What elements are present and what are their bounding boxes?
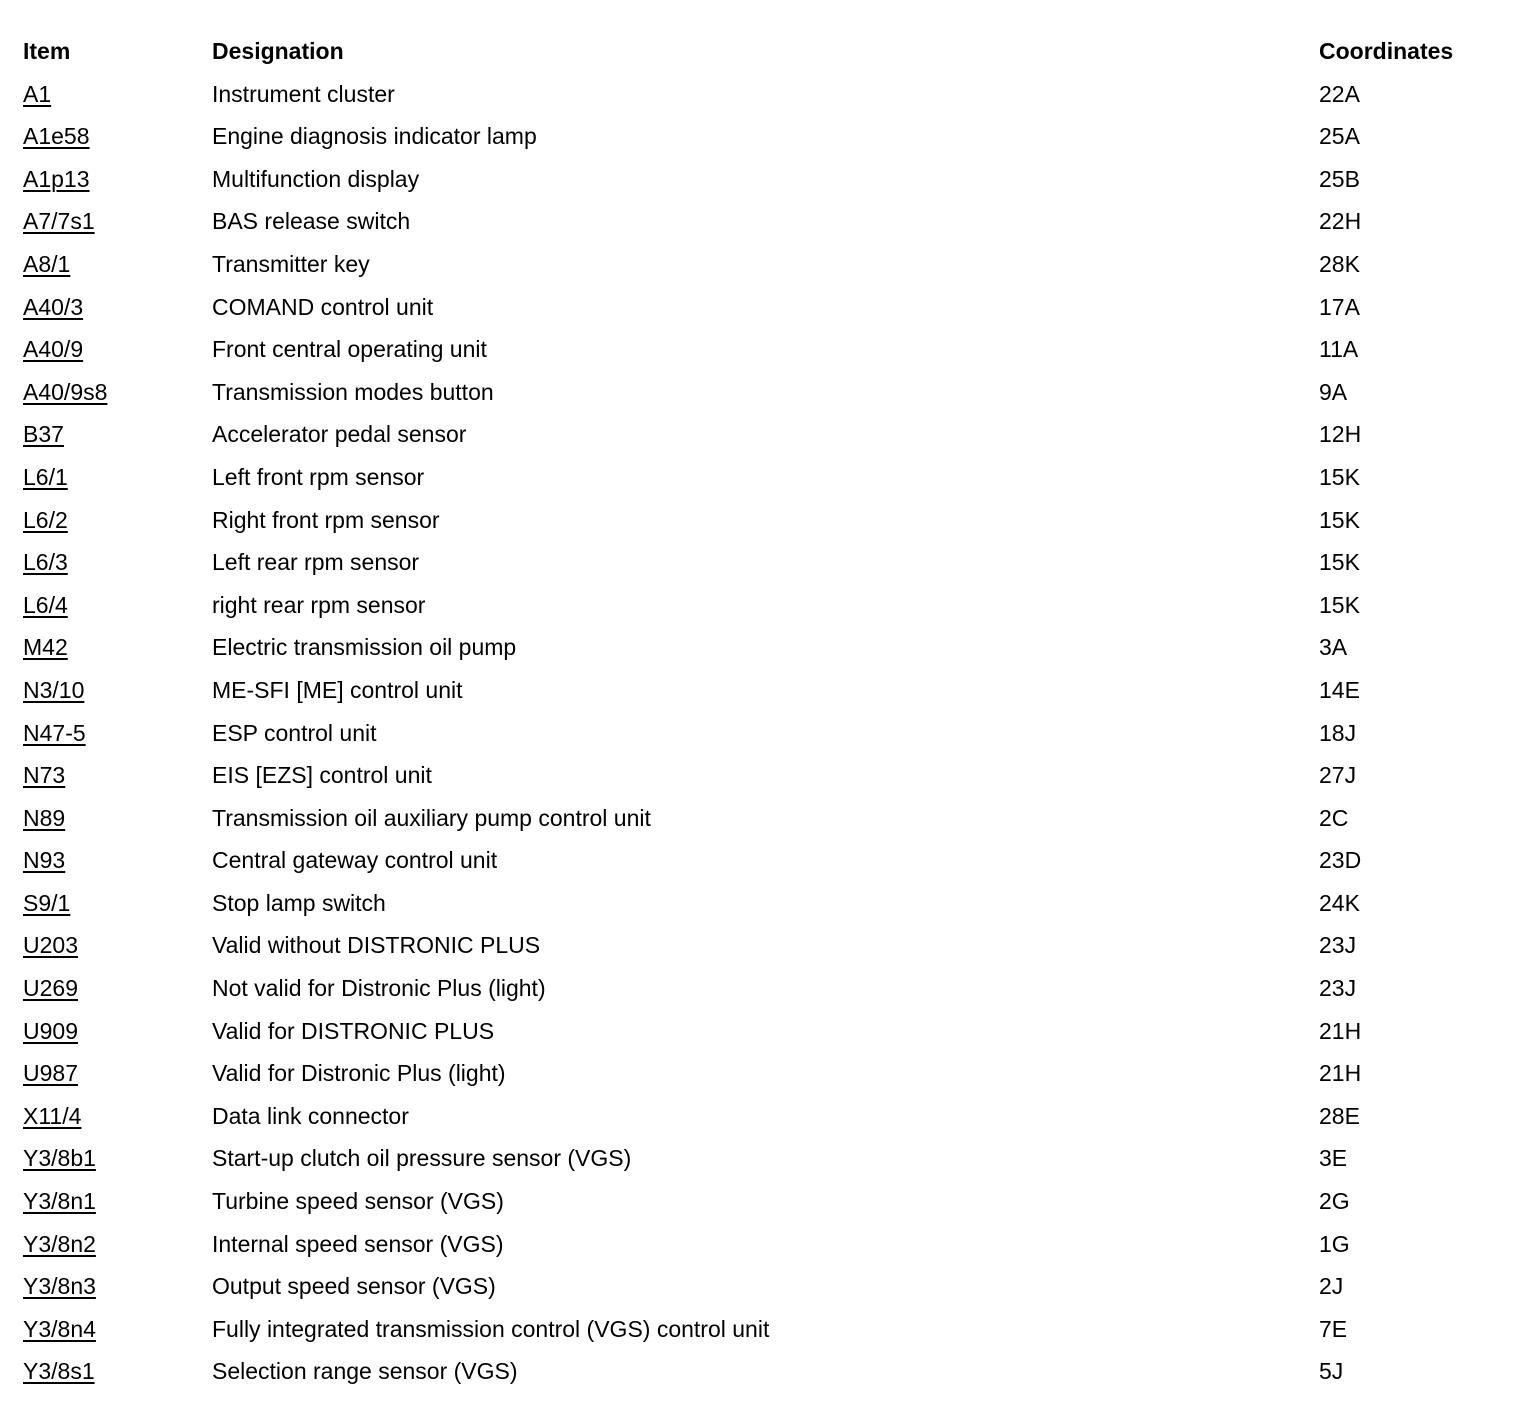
designation-cell: Left rear rpm sensor xyxy=(212,549,420,576)
table-row xyxy=(23,1223,1503,1266)
coordinates-cell: 2G xyxy=(1319,1188,1350,1215)
table-row xyxy=(23,158,1503,201)
coordinates-cell: 22A xyxy=(1319,80,1360,107)
designation-column-header: Designation xyxy=(212,38,344,64)
table-body xyxy=(23,73,1503,1393)
item-column-header: Item xyxy=(23,38,71,64)
item-link[interactable]: A1p13 xyxy=(23,165,90,192)
coordinates-cell: 15K xyxy=(1319,591,1360,618)
table-row xyxy=(23,1180,1503,1223)
table-row xyxy=(23,200,1503,243)
item-link[interactable]: U987 xyxy=(23,1060,78,1087)
designation-cell: COMAND control unit xyxy=(212,293,434,320)
coordinates-column-header: Coordinates xyxy=(1319,38,1454,64)
coordinates-cell: 12H xyxy=(1319,421,1362,448)
designation-cell: Internal speed sensor (VGS) xyxy=(212,1230,504,1257)
item-link[interactable]: N47-5 xyxy=(23,719,86,746)
coordinates-cell: 15K xyxy=(1319,549,1360,576)
table-row xyxy=(23,626,1503,669)
coordinates-cell: 5J xyxy=(1319,1358,1344,1385)
table-row xyxy=(23,669,1503,712)
item-link[interactable]: L6/4 xyxy=(23,591,68,618)
item-link[interactable]: N89 xyxy=(23,804,66,831)
item-link[interactable]: U203 xyxy=(23,932,78,959)
table-row xyxy=(23,839,1503,882)
item-link[interactable]: M42 xyxy=(23,634,68,661)
table-row xyxy=(23,1095,1503,1138)
designation-cell: Valid without DISTRONIC PLUS xyxy=(212,932,541,959)
item-link[interactable]: A40/3 xyxy=(23,293,84,320)
designation-cell: BAS release switch xyxy=(212,208,411,235)
coordinates-cell: 14E xyxy=(1319,676,1360,703)
coordinates-cell: 21H xyxy=(1319,1017,1362,1044)
table-row xyxy=(23,541,1503,584)
coordinates-cell: 28E xyxy=(1319,1102,1360,1129)
coordinates-cell: 21H xyxy=(1319,1060,1362,1087)
designation-cell: Fully integrated transmission control (VGS) control unit xyxy=(212,1315,770,1342)
item-link[interactable]: A40/9s8 xyxy=(23,378,108,405)
item-link[interactable]: B37 xyxy=(23,421,64,448)
coordinates-cell: 11A xyxy=(1319,336,1359,363)
designation-cell: Central gateway control unit xyxy=(212,847,498,874)
table-row xyxy=(23,115,1503,158)
item-link[interactable]: Y3/8n3 xyxy=(23,1273,96,1300)
coordinates-cell: 2C xyxy=(1319,804,1349,831)
item-link[interactable]: N3/10 xyxy=(23,676,85,703)
item-link[interactable]: S9/1 xyxy=(23,889,71,916)
designation-cell: Valid for DISTRONIC PLUS xyxy=(212,1017,495,1044)
table-row xyxy=(23,882,1503,925)
coordinates-cell: 23D xyxy=(1319,847,1362,874)
designation-cell: Valid for Distronic Plus (light) xyxy=(212,1060,506,1087)
coordinates-cell: 27J xyxy=(1319,762,1357,789)
designation-cell: Electric transmission oil pump xyxy=(212,634,517,661)
designation-cell: Front central operating unit xyxy=(212,336,487,363)
designation-cell: ESP control unit xyxy=(212,719,377,746)
table-row xyxy=(23,371,1503,414)
designation-cell: EIS [EZS] control unit xyxy=(212,762,432,789)
designation-cell: Not valid for Distronic Plus (light) xyxy=(212,975,546,1002)
item-link[interactable]: N73 xyxy=(23,762,66,789)
item-link[interactable]: L6/2 xyxy=(23,506,68,533)
designation-cell: Output speed sensor (VGS) xyxy=(212,1273,496,1300)
item-link[interactable]: N93 xyxy=(23,847,66,874)
coordinates-cell: 17A xyxy=(1319,293,1360,320)
table-row xyxy=(23,1137,1503,1180)
designation-cell: Stop lamp switch xyxy=(212,889,386,916)
designation-cell: Right front rpm sensor xyxy=(212,506,440,533)
table-row xyxy=(23,712,1503,755)
designation-cell: Start-up clutch oil pressure sensor (VGS) xyxy=(212,1145,632,1172)
component-legend-table xyxy=(23,30,1503,1393)
coordinates-cell: 25A xyxy=(1319,123,1360,150)
coordinates-cell: 7E xyxy=(1319,1315,1348,1342)
coordinates-cell: 3A xyxy=(1319,634,1348,661)
item-link[interactable]: Y3/8n1 xyxy=(23,1188,96,1215)
item-link[interactable]: U269 xyxy=(23,975,78,1002)
table-row xyxy=(23,1052,1503,1095)
table-row xyxy=(23,1265,1503,1308)
coordinates-cell: 23J xyxy=(1319,932,1357,959)
item-link[interactable]: Y3/8s1 xyxy=(23,1358,95,1385)
coordinates-cell: 3E xyxy=(1319,1145,1348,1172)
table-header xyxy=(23,30,1503,73)
coordinates-cell: 24K xyxy=(1319,889,1360,916)
table-row xyxy=(23,924,1503,967)
designation-cell: Multifunction display xyxy=(212,165,420,192)
designation-cell: Transmission modes button xyxy=(212,378,494,405)
item-link[interactable]: A1e58 xyxy=(23,123,90,150)
table-row xyxy=(23,328,1503,371)
designation-cell: Data link connector xyxy=(212,1102,409,1129)
item-link[interactable]: Y3/8n4 xyxy=(23,1315,96,1342)
coordinates-cell: 25B xyxy=(1319,165,1360,192)
item-link[interactable]: A1 xyxy=(23,80,52,107)
item-link[interactable]: A7/7s1 xyxy=(23,208,95,235)
table-row xyxy=(23,413,1503,456)
coordinates-cell: 22H xyxy=(1319,208,1362,235)
table-row xyxy=(23,1308,1503,1351)
table-row xyxy=(23,967,1503,1010)
designation-cell: Transmitter key xyxy=(212,250,370,277)
table-row xyxy=(23,286,1503,329)
designation-cell: Accelerator pedal sensor xyxy=(212,421,467,448)
designation-cell: Transmission oil auxiliary pump control unit xyxy=(212,804,651,831)
table-row xyxy=(23,584,1503,627)
table-row xyxy=(23,243,1503,286)
coordinates-cell: 2J xyxy=(1319,1273,1344,1300)
designation-cell: right rear rpm sensor xyxy=(212,591,426,618)
designation-cell: ME-SFI [ME] control unit xyxy=(212,676,463,703)
coordinates-cell: 9A xyxy=(1319,378,1348,405)
item-link[interactable]: U909 xyxy=(23,1017,78,1044)
table-row xyxy=(23,1010,1503,1053)
table-row xyxy=(23,456,1503,499)
designation-cell: Selection range sensor (VGS) xyxy=(212,1358,518,1385)
item-link[interactable]: A40/9 xyxy=(23,336,84,363)
coordinates-cell: 15K xyxy=(1319,463,1360,490)
item-link[interactable]: L6/3 xyxy=(23,549,68,576)
coordinates-cell: 1G xyxy=(1319,1230,1350,1257)
item-link[interactable]: X11/4 xyxy=(23,1102,82,1129)
coordinates-cell: 28K xyxy=(1319,250,1360,277)
item-link[interactable]: Y3/8n2 xyxy=(23,1230,96,1257)
table-row xyxy=(23,797,1503,840)
designation-cell: Left front rpm sensor xyxy=(212,463,425,490)
item-link[interactable]: Y3/8b1 xyxy=(23,1145,96,1172)
item-link[interactable]: L6/1 xyxy=(23,463,68,490)
coordinates-cell: 23J xyxy=(1319,975,1357,1002)
coordinates-cell: 18J xyxy=(1319,719,1357,746)
table-row xyxy=(23,754,1503,797)
item-link[interactable]: A8/1 xyxy=(23,250,71,277)
table-row xyxy=(23,499,1503,542)
table-row xyxy=(23,1350,1503,1393)
designation-cell: Engine diagnosis indicator lamp xyxy=(212,123,537,150)
table-row xyxy=(23,73,1503,116)
designation-cell: Turbine speed sensor (VGS) xyxy=(212,1188,504,1215)
designation-cell: Instrument cluster xyxy=(212,80,395,107)
coordinates-cell: 15K xyxy=(1319,506,1360,533)
